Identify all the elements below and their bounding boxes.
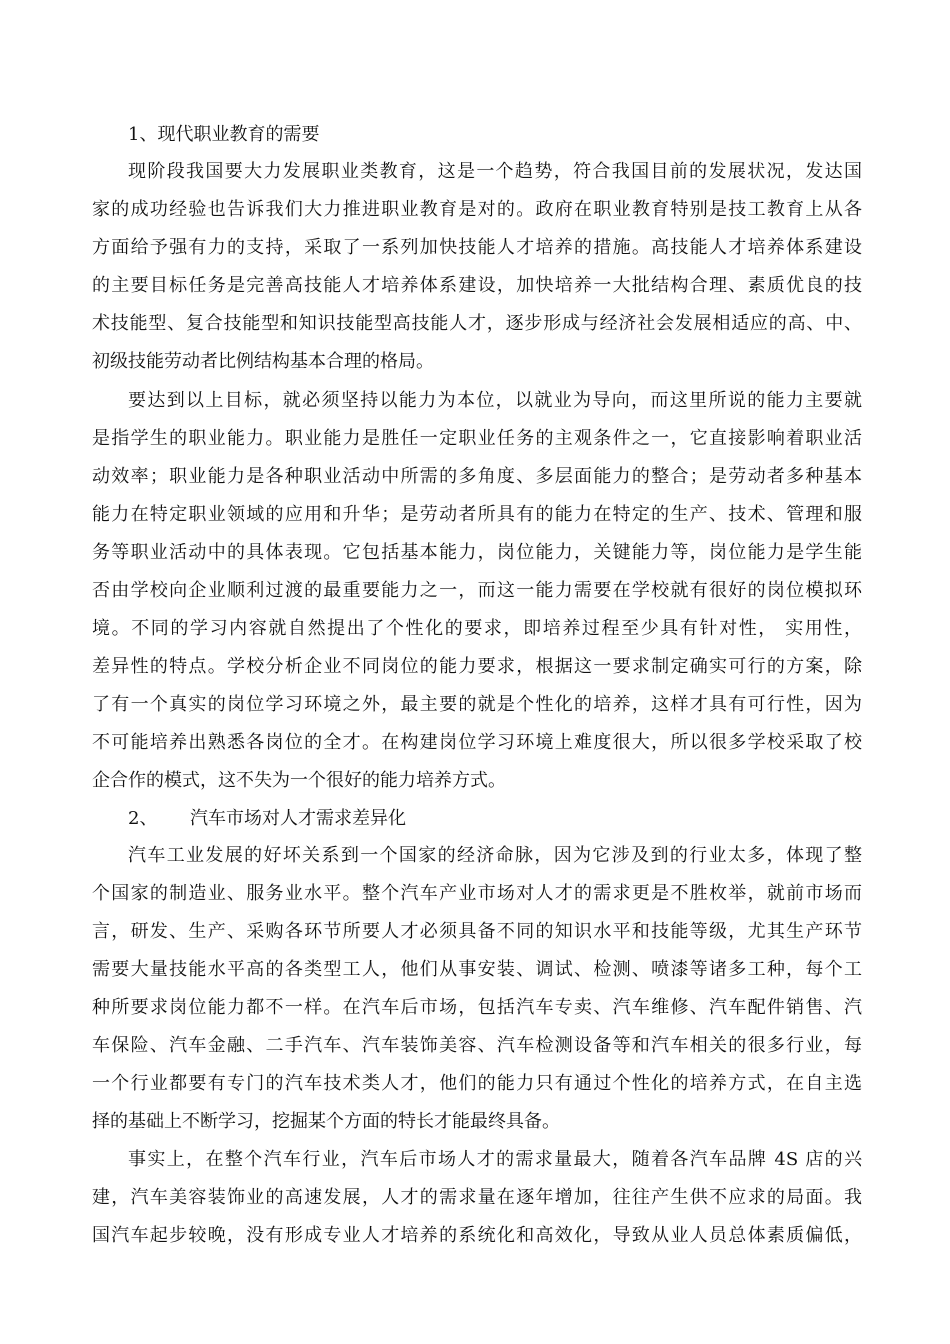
paragraph-line: 企合作的模式，这不失为一个很好的能力培养方式。 bbox=[92, 770, 506, 791]
paragraph-line: 差异性的特点。学校分析企业不同岗位的能力要求，根据这一要求制定确实可行的方案，除 bbox=[92, 656, 862, 677]
section-heading: 汽车市场对人才需求差异化 bbox=[190, 808, 406, 829]
paragraph-line: 事实上，在整个汽车行业，汽车后市场人才的需求量最大，随着各汽车品牌 4S 店的兴 bbox=[128, 1149, 862, 1170]
paragraph-line: 不可能培养出熟悉各岗位的全才。在构建岗位学习环境上难度很大，所以很多学校采取了校 bbox=[92, 732, 862, 753]
paragraph-line: 车保险、汽车金融、二手汽车、汽车装饰美容、汽车检测设备等和汽车相关的很多行业，每 bbox=[92, 1035, 862, 1056]
section-heading: 1、现代职业教育的需要 bbox=[128, 124, 320, 145]
paragraph-line: 动效率；职业能力是各种职业活动中所需的多角度、多层面能力的整合；是劳动者多种基本 bbox=[92, 466, 862, 487]
paragraph-line: 一个行业都要有专门的汽车技术类人才，他们的能力只有通过个性化的培养方式，在自主选 bbox=[92, 1073, 862, 1094]
paragraph-line: 境。不同的学习内容就自然提出了个性化的要求，即培养过程至少具有针对性， 实用性， bbox=[92, 618, 862, 639]
paragraph-line: 国汽车起步较晚，没有形成专业人才培养的系统化和高效化，导致从业人员总体素质偏低， bbox=[92, 1225, 862, 1246]
section-heading-number: 2、 bbox=[128, 808, 158, 829]
paragraph-line: 家的成功经验也告诉我们大力推进职业教育是对的。政府在职业教育特别是技工教育上从各 bbox=[92, 199, 862, 220]
paragraph-line: 是指学生的职业能力。职业能力是胜任一定职业任务的主观条件之一，它直接影响着职业活 bbox=[92, 428, 862, 449]
paragraph-line: 的主要目标任务是完善高技能人才培养体系建设，加快培养一大批结构合理、素质优良的技 bbox=[92, 275, 862, 296]
paragraph-line: 能力在特定职业领域的应用和升华；是劳动者所具有的能力在特定的生产、技术、管理和服 bbox=[92, 504, 862, 525]
paragraph-line: 汽车工业发展的好坏关系到一个国家的经济命脉，因为它涉及到的行业太多，体现了整 bbox=[128, 845, 862, 866]
paragraph-line: 初级技能劳动者比例结构基本合理的格局。 bbox=[92, 351, 434, 372]
paragraph-line: 择的基础上不断学习，挖掘某个方面的特长才能最终具备。 bbox=[92, 1111, 560, 1132]
paragraph-line: 种所要求岗位能力都不一样。在汽车后市场，包括汽车专卖、汽车维修、汽车配件销售、汽 bbox=[92, 997, 862, 1018]
paragraph-line: 术技能型、复合技能型和知识技能型高技能人才，逐步形成与经济社会发展相适应的高、中、 bbox=[92, 313, 862, 334]
paragraph-line: 现阶段我国要大力发展职业类教育，这是一个趋势，符合我国目前的发展状况，发达国 bbox=[128, 161, 862, 182]
paragraph-line: 了有一个真实的岗位学习环境之外，最主要的就是个性化的培养，这样才具有可行性，因为 bbox=[92, 694, 862, 715]
paragraph-line: 否由学校向企业顺利过渡的最重要能力之一，而这一能力需要在学校就有很好的岗位模拟环 bbox=[92, 580, 862, 601]
paragraph-line: 务等职业活动中的具体表现。它包括基本能力，岗位能力，关键能力等，岗位能力是学生能 bbox=[92, 542, 862, 563]
paragraph-line: 要达到以上目标，就必须坚持以能力为本位，以就业为导向，而这里所说的能力主要就 bbox=[128, 390, 862, 411]
paragraph-line: 言，研发、生产、采购各环节所要人才必须具备不同的知识水平和技能等级，尤其生产环节 bbox=[92, 921, 862, 942]
paragraph-line: 建，汽车美容装饰业的高速发展，人才的需求量在逐年增加，往往产生供不应求的局面。我 bbox=[92, 1187, 862, 1208]
paragraph-line: 方面给予强有力的支持，采取了一系列加快技能人才培养的措施。高技能人才培养体系建设 bbox=[92, 237, 862, 258]
paragraph-line: 个国家的制造业、服务业水平。整个汽车产业市场对人才的需求更是不胜枚举，就前市场而 bbox=[92, 883, 862, 904]
paragraph-line: 需要大量技能水平高的各类型工人，他们从事安装、调试、检测、喷漆等诸多工种，每个工 bbox=[92, 959, 862, 980]
